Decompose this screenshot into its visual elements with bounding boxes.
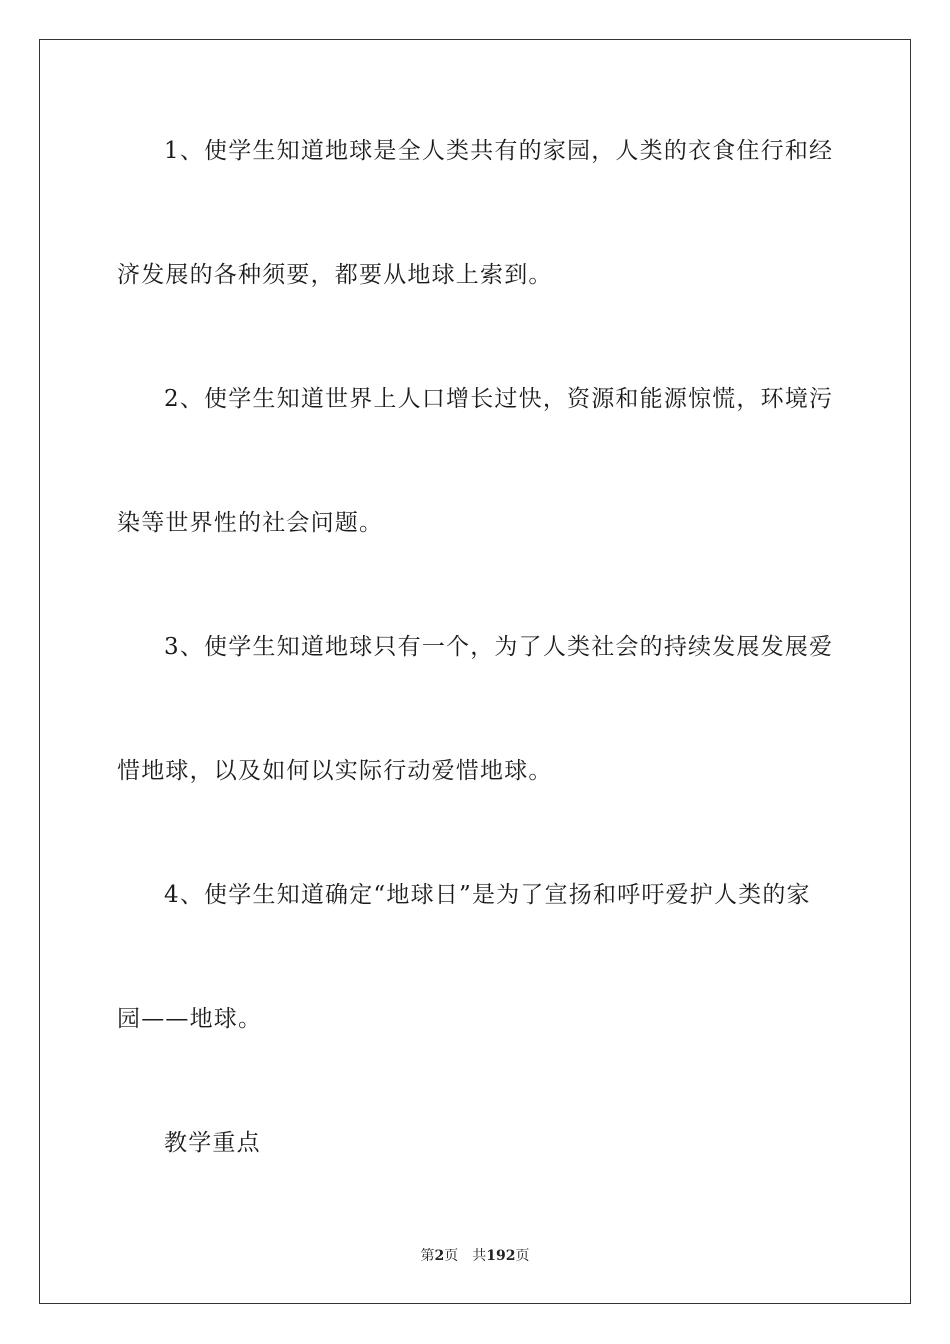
paragraph-3-line-1: 3、使学生知道地球只有一个，为了人类社会的持续发展发展爱 xyxy=(164,634,834,660)
page-number: 2 xyxy=(434,1248,445,1264)
paragraph-4-line-2: 园——地球。 xyxy=(117,1006,263,1032)
page-border xyxy=(39,39,911,1304)
total-prefix: 共 xyxy=(472,1248,487,1264)
page-footer xyxy=(0,1247,950,1265)
total-pages: 192 xyxy=(486,1248,516,1264)
section-heading: 教学重点 xyxy=(164,1130,261,1156)
paragraph-2-line-2: 染等世界性的社会问题。 xyxy=(117,510,384,536)
paragraph-2-line-1: 2、使学生知道世界上人口增长过快，资源和能源惊慌，环境污 xyxy=(164,386,834,412)
total-suffix: 页 xyxy=(515,1248,530,1264)
paragraph-4-line-1: 4、使学生知道确定“地球日”是为了宣扬和呼吁爱护人类的家 xyxy=(164,882,811,908)
paragraph-1-line-2: 济发展的各种须要，都要从地球上索到。 xyxy=(117,262,553,288)
page-prefix: 第 xyxy=(420,1248,435,1264)
paragraph-3-line-2: 惜地球，以及如何以实际行动爱惜地球。 xyxy=(117,758,553,784)
paragraph-1-line-1: 1、使学生知道地球是全人类共有的家园，人类的衣食住行和经 xyxy=(164,138,834,164)
page-suffix: 页 xyxy=(444,1248,459,1264)
